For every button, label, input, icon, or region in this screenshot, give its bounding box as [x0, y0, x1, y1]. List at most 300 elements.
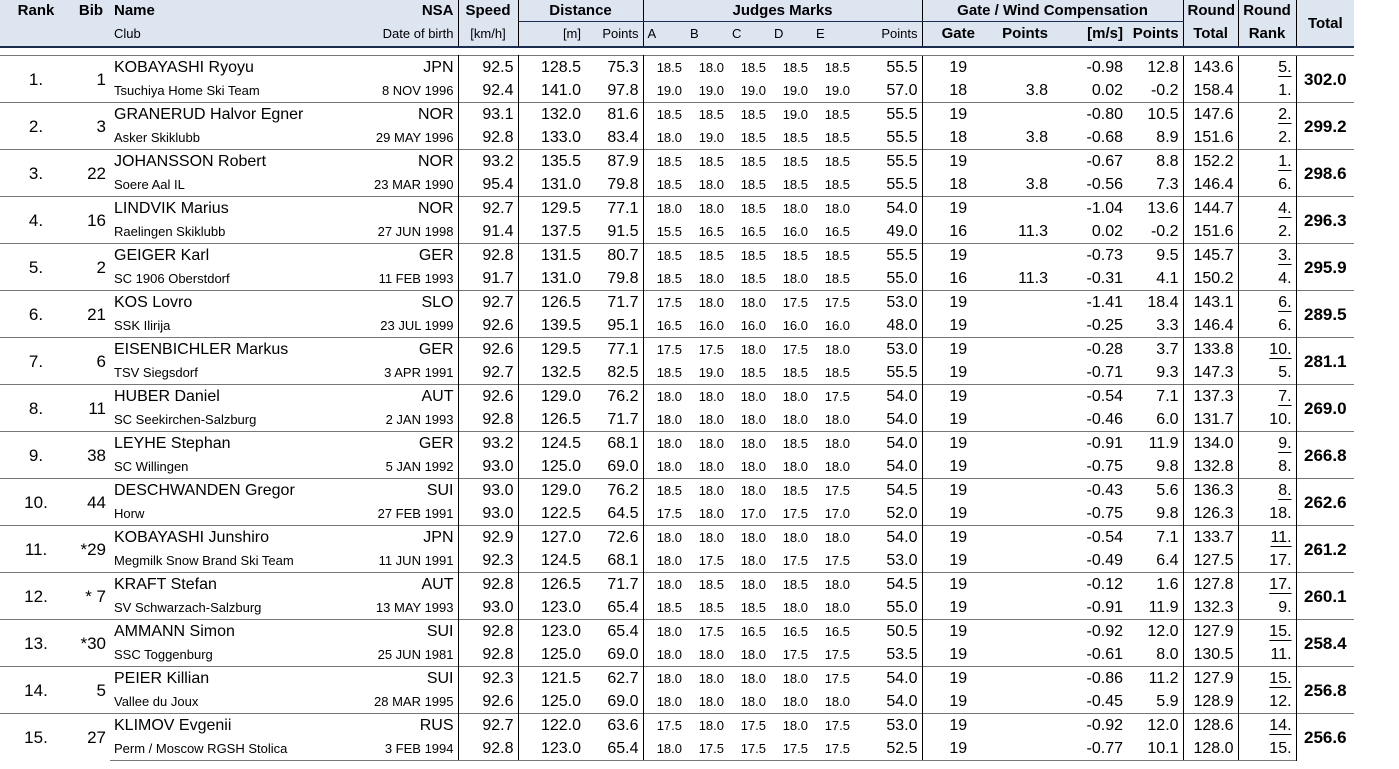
- distance-cell: 121.5: [518, 667, 585, 691]
- round-total-cell: 126.3: [1183, 502, 1238, 526]
- distance-points-cell: 97.8: [585, 79, 643, 103]
- distance-points-cell: 69.0: [585, 690, 643, 714]
- speed-cell: 92.8: [458, 737, 518, 761]
- wind-points-cell: 18.4: [1127, 291, 1183, 315]
- date-of-birth-cell: 11 JUN 1991: [348, 549, 458, 573]
- athlete-name: KOBAYASHI Junshiro: [110, 526, 348, 550]
- wind-points-cell: 6.4: [1156, 552, 1179, 569]
- speed-cell: 93.1: [458, 103, 518, 127]
- wind-points-cell: 13.6: [1127, 197, 1183, 221]
- judge-c-cell: 18.0: [728, 385, 770, 409]
- gate-points-cell: [994, 714, 1052, 738]
- gate-points-cell: [994, 455, 1052, 479]
- total-cell: 289.5: [1296, 291, 1354, 338]
- judge-e-cell: 18.5: [812, 150, 854, 174]
- judge-b-cell: 19.0: [698, 83, 724, 98]
- round-rank-cell: 9.: [1238, 596, 1296, 620]
- nsa-cell: RUS: [348, 714, 458, 738]
- header-round-rank-2: Rank: [1238, 22, 1296, 48]
- distance-points-cell: 65.4: [585, 620, 643, 644]
- wind-cell: -0.68: [1086, 129, 1124, 146]
- distance-points-cell: 71.7: [585, 408, 643, 432]
- date-of-birth-cell: 13 MAY 1993: [348, 596, 458, 620]
- judge-b-cell: 18.5: [686, 150, 728, 174]
- date-of-birth-cell: 3 FEB 1994: [348, 737, 458, 761]
- judges-points-cell: 54.0: [854, 432, 922, 456]
- header-judge-a: A: [643, 22, 686, 48]
- date-of-birth-cell: 5 JAN 1992: [348, 455, 458, 479]
- gate-cell: 19: [922, 455, 994, 479]
- wind-cell: -0.31: [1086, 270, 1124, 287]
- speed-cell: 92.8: [458, 126, 518, 150]
- date-of-birth-cell: 25 JUN 1981: [348, 643, 458, 667]
- judges-points-cell: 54.0: [886, 411, 918, 428]
- wind-points-cell: 8.8: [1127, 150, 1183, 174]
- wind-cell: -0.77: [1052, 737, 1127, 761]
- judge-b-cell: 18.0: [686, 667, 728, 691]
- judge-c-cell: 18.0: [740, 459, 766, 474]
- judge-b-cell: 18.5: [686, 244, 728, 268]
- judge-c-cell: 18.5: [740, 271, 766, 286]
- judge-c-cell: 18.5: [740, 365, 766, 380]
- bib-cell: 21: [72, 291, 110, 338]
- judge-b-cell: 18.5: [686, 103, 728, 127]
- round-rank-cell: 1.: [1238, 150, 1296, 174]
- gate-cell: 18: [922, 173, 994, 197]
- round-rank-cell: 15.: [1238, 737, 1296, 761]
- judge-a-cell: 18.0: [643, 432, 686, 456]
- gate-cell: 16: [922, 220, 994, 244]
- distance-cell: 124.5: [518, 432, 585, 456]
- distance-cell: 123.0: [518, 737, 585, 761]
- round-rank-cell: 10.: [1238, 338, 1296, 362]
- wind-points-cell: 7.1: [1127, 385, 1183, 409]
- header-name: Name: [110, 0, 348, 22]
- judge-c-cell: 18.0: [728, 479, 770, 503]
- distance-cell: 131.0: [540, 176, 581, 193]
- judge-b-cell: 18.0: [698, 506, 724, 521]
- bib-cell: 16: [72, 197, 110, 244]
- judge-c-cell: 18.5: [740, 600, 766, 615]
- header-gate-wind: Gate / Wind Compensation: [922, 0, 1183, 22]
- judges-points-cell: 57.0: [886, 82, 918, 99]
- distance-cell: 126.5: [518, 573, 585, 597]
- round-total-cell: 150.2: [1183, 267, 1238, 291]
- round-total-cell: 128.9: [1183, 690, 1238, 714]
- speed-cell: 93.0: [458, 455, 518, 479]
- gate-cell: 19: [922, 314, 994, 338]
- rank-cell: 3.: [0, 150, 72, 197]
- nsa-cell: JPN: [348, 526, 458, 550]
- judges-points-cell: 48.0: [886, 317, 918, 334]
- speed-cell: 92.4: [458, 79, 518, 103]
- round-rank-cell: 17.: [1238, 549, 1296, 573]
- round-total-cell: 133.8: [1183, 338, 1238, 362]
- judge-a-cell: 18.0: [656, 130, 682, 145]
- table-row: [0, 197, 1399, 221]
- judge-a-cell: 18.0: [643, 573, 686, 597]
- distance-points-cell: 62.7: [585, 667, 643, 691]
- header-gate-points: Points: [994, 22, 1052, 48]
- judge-e-cell: 18.0: [812, 432, 854, 456]
- date-of-birth-cell: 29 MAY 1996: [348, 126, 458, 150]
- total-cell: 298.6: [1296, 150, 1354, 197]
- wind-points-cell: -0.2: [1150, 223, 1179, 240]
- judge-b-cell: 17.5: [686, 737, 728, 761]
- header-round-rank: Round: [1238, 0, 1296, 22]
- judge-b-cell: 18.5: [698, 600, 724, 615]
- gate-points-cell: [994, 479, 1052, 503]
- judge-a-cell: 18.0: [656, 412, 682, 427]
- gate-points-cell: [994, 573, 1052, 597]
- judge-b-cell: 17.5: [686, 338, 728, 362]
- judges-points-cell: 55.0: [886, 599, 918, 616]
- distance-cell: 124.5: [540, 552, 581, 569]
- nsa-cell: SUI: [348, 667, 458, 691]
- distance-points-cell: 68.1: [585, 549, 643, 573]
- judges-points-cell: 54.5: [854, 479, 922, 503]
- nsa-cell: NOR: [348, 103, 458, 127]
- gate-cell: 19: [922, 526, 994, 550]
- nsa-cell: GER: [348, 338, 458, 362]
- wind-cell: -0.91: [1052, 432, 1127, 456]
- distance-cell: 122.5: [540, 505, 581, 522]
- wind-points-cell: 11.9: [1148, 599, 1179, 616]
- athlete-name: PEIER Killian: [110, 667, 348, 691]
- gate-cell: 19: [922, 338, 994, 362]
- judge-a-cell: 18.0: [643, 620, 686, 644]
- wind-cell: -0.43: [1052, 479, 1127, 503]
- round-total-cell: 151.6: [1183, 220, 1238, 244]
- wind-points-cell: 12.0: [1127, 620, 1183, 644]
- judge-b-cell: 18.0: [686, 479, 728, 503]
- header-distance-m: [m]: [518, 22, 585, 48]
- gate-cell: 19: [922, 479, 994, 503]
- judge-d-cell: 18.0: [770, 526, 812, 550]
- nsa-cell: AUT: [348, 573, 458, 597]
- athlete-name: KLIMOV Evgenii: [110, 714, 348, 738]
- distance-cell: 128.5: [518, 56, 585, 80]
- wind-points-cell: 6.0: [1156, 411, 1179, 428]
- wind-points-cell: 11.9: [1127, 432, 1183, 456]
- wind-cell: -0.61: [1086, 646, 1124, 663]
- distance-cell: 129.0: [518, 385, 585, 409]
- judge-a-cell: 18.0: [656, 459, 682, 474]
- distance-points-cell: 83.4: [585, 126, 643, 150]
- judge-d-cell: 18.5: [782, 365, 808, 380]
- round-rank-cell: 2.: [1238, 220, 1296, 244]
- distance-points-cell: 72.6: [585, 526, 643, 550]
- gate-cell: 19: [922, 56, 994, 80]
- round-total-cell: 152.2: [1183, 150, 1238, 174]
- round-rank-cell: 17.: [1238, 573, 1296, 597]
- wind-cell: -0.56: [1086, 176, 1124, 193]
- header-distance: Distance: [518, 0, 643, 22]
- round-rank-cell: 8.: [1238, 479, 1296, 503]
- judge-b-cell: 18.0: [686, 56, 728, 80]
- judge-e-cell: 18.0: [824, 600, 850, 615]
- wind-points-cell: 1.6: [1127, 573, 1183, 597]
- judge-c-cell: 16.5: [728, 620, 770, 644]
- judge-d-cell: 18.5: [770, 244, 812, 268]
- round-total-cell: 132.3: [1183, 596, 1238, 620]
- judge-a-cell: 18.0: [643, 385, 686, 409]
- round-total-cell: 147.3: [1183, 361, 1238, 385]
- wind-cell: -0.98: [1052, 56, 1127, 80]
- judges-points-cell: 54.0: [854, 197, 922, 221]
- distance-cell: 141.0: [540, 82, 581, 99]
- round-total-cell: 132.8: [1183, 455, 1238, 479]
- judge-d-cell: 18.5: [782, 177, 808, 192]
- wind-cell: -0.75: [1086, 505, 1124, 522]
- gate-cell: 19: [922, 197, 994, 221]
- judge-d-cell: 16.0: [782, 318, 808, 333]
- judge-a-cell: 18.0: [643, 526, 686, 550]
- judge-e-cell: 18.5: [812, 56, 854, 80]
- speed-cell: 92.6: [458, 385, 518, 409]
- wind-points-cell: 4.1: [1156, 270, 1179, 287]
- header-dob: Date of birth: [348, 22, 458, 48]
- header-judges-marks: Judges Marks: [643, 0, 922, 22]
- bib-cell: *29: [72, 526, 110, 573]
- gate-cell: 19: [922, 408, 994, 432]
- judge-e-cell: 17.5: [824, 553, 850, 568]
- judges-points-cell: 53.0: [854, 338, 922, 362]
- judge-b-cell: 18.5: [686, 573, 728, 597]
- gate-cell: 16: [922, 267, 994, 291]
- judge-c-cell: 18.5: [728, 197, 770, 221]
- judge-e-cell: 17.0: [824, 506, 850, 521]
- gate-points-cell: [994, 103, 1052, 127]
- judge-b-cell: 18.0: [698, 177, 724, 192]
- round-rank-cell: 7.: [1238, 385, 1296, 409]
- distance-cell: 131.5: [518, 244, 585, 268]
- round-total-cell: 143.6: [1183, 56, 1238, 80]
- judges-points-cell: 53.0: [886, 552, 918, 569]
- judge-b-cell: 18.0: [698, 459, 724, 474]
- table-row-round2: [0, 220, 1399, 244]
- judges-points-cell: 55.5: [854, 150, 922, 174]
- judge-e-cell: 18.5: [812, 244, 854, 268]
- judges-points-cell: 54.0: [886, 458, 918, 475]
- speed-cell: 91.7: [458, 267, 518, 291]
- judge-d-cell: 17.5: [782, 647, 808, 662]
- athlete-name: KRAFT Stefan: [110, 573, 348, 597]
- round-total-cell: 145.7: [1183, 244, 1238, 268]
- table-row: [0, 244, 1399, 268]
- speed-cell: 92.9: [458, 526, 518, 550]
- judge-e-cell: 17.5: [824, 647, 850, 662]
- header-nsa: NSA: [348, 0, 458, 22]
- rank-cell: 6.: [0, 291, 72, 338]
- speed-cell: 92.6: [458, 690, 518, 714]
- judge-d-cell: 18.0: [770, 197, 812, 221]
- date-of-birth-cell: 28 MAR 1995: [348, 690, 458, 714]
- distance-points-cell: 82.5: [585, 361, 643, 385]
- wind-cell: -0.73: [1052, 244, 1127, 268]
- gate-points-cell: [994, 385, 1052, 409]
- round-rank-cell: 2.: [1238, 103, 1296, 127]
- judge-a-cell: 18.5: [643, 244, 686, 268]
- gate-points-cell: [994, 244, 1052, 268]
- judge-c-cell: 18.5: [728, 244, 770, 268]
- header-total: Total: [1296, 0, 1354, 47]
- wind-cell: -0.28: [1052, 338, 1127, 362]
- distance-cell: 135.5: [518, 150, 585, 174]
- wind-cell: 0.02: [1091, 82, 1124, 99]
- round-rank-cell: 2.: [1238, 126, 1296, 150]
- judge-a-cell: 18.5: [643, 103, 686, 127]
- date-of-birth-cell: 27 FEB 1991: [348, 502, 458, 526]
- gate-cell: 19: [922, 596, 994, 620]
- judge-c-cell: 16.5: [740, 224, 766, 239]
- judge-b-cell: 18.0: [698, 694, 724, 709]
- judge-e-cell: 16.0: [824, 318, 850, 333]
- rank-cell: 14.: [0, 667, 72, 714]
- distance-cell: 127.0: [518, 526, 585, 550]
- distance-points-cell: 76.2: [585, 385, 643, 409]
- gate-points-cell: [994, 314, 1052, 338]
- gate-cell: 19: [922, 690, 994, 714]
- judge-d-cell: 16.0: [782, 224, 808, 239]
- judge-a-cell: 18.0: [643, 737, 686, 761]
- distance-cell: 129.5: [518, 338, 585, 362]
- header-speed: Speed: [458, 0, 518, 22]
- header-round-total: Round: [1183, 0, 1238, 22]
- speed-cell: 92.7: [458, 361, 518, 385]
- speed-cell: 92.5: [458, 56, 518, 80]
- judge-e-cell: 16.5: [812, 620, 854, 644]
- rank-cell: 8.: [0, 385, 72, 432]
- club-cell: SSK Ilirija: [114, 318, 171, 333]
- round-total-cell: 151.6: [1183, 126, 1238, 150]
- round-rank-cell: 6.: [1238, 314, 1296, 338]
- round-rank-cell: 14.: [1238, 714, 1296, 738]
- gate-points-cell: 3.8: [1025, 82, 1049, 99]
- table-header: [0, 0, 1399, 47]
- speed-cell: 93.0: [458, 596, 518, 620]
- distance-points-cell: 95.1: [585, 314, 643, 338]
- judge-e-cell: 18.5: [824, 271, 850, 286]
- speed-cell: 93.0: [458, 502, 518, 526]
- round-rank-cell: 15.: [1238, 667, 1296, 691]
- judge-c-cell: 18.0: [728, 432, 770, 456]
- speed-cell: 92.7: [458, 291, 518, 315]
- judge-e-cell: 19.0: [824, 83, 850, 98]
- distance-points-cell: 77.1: [585, 197, 643, 221]
- header-judge-d: D: [770, 22, 812, 48]
- gate-cell: 19: [922, 385, 994, 409]
- wind-points-cell: 3.3: [1156, 317, 1179, 334]
- wind-cell: -0.45: [1086, 693, 1124, 710]
- bib-cell: 27: [72, 714, 110, 761]
- judge-d-cell: 18.0: [782, 694, 808, 709]
- rank-cell: 13.: [0, 620, 72, 667]
- table-body: [0, 47, 1399, 761]
- speed-cell: 93.0: [458, 479, 518, 503]
- wind-cell: -0.75: [1086, 458, 1124, 475]
- round-rank-cell: 12.: [1238, 690, 1296, 714]
- table-row: [0, 714, 1399, 738]
- round-rank-cell: 3.: [1238, 244, 1296, 268]
- speed-cell: 92.8: [458, 244, 518, 268]
- judge-a-cell: 18.5: [656, 177, 682, 192]
- speed-cell: 92.6: [458, 338, 518, 362]
- wind-points-cell: 9.8: [1156, 458, 1179, 475]
- judge-c-cell: 18.5: [740, 177, 766, 192]
- judge-b-cell: 16.0: [698, 318, 724, 333]
- table-row: [0, 385, 1399, 409]
- nsa-cell: SLO: [348, 291, 458, 315]
- judge-b-cell: 19.0: [698, 365, 724, 380]
- round-total-cell: 131.7: [1183, 408, 1238, 432]
- round-rank-cell: 11.: [1238, 643, 1296, 667]
- gate-points-cell: [994, 737, 1052, 761]
- distance-cell: 132.5: [540, 364, 581, 381]
- total-cell: 260.1: [1296, 573, 1354, 620]
- athlete-name: JOHANSSON Robert: [110, 150, 348, 174]
- judge-b-cell: 18.0: [686, 432, 728, 456]
- wind-points-cell: 8.0: [1156, 646, 1179, 663]
- round-total-cell: 128.0: [1183, 737, 1238, 761]
- club-cell: TSV Siegsdorf: [114, 365, 198, 380]
- date-of-birth-cell: 2 JAN 1993: [348, 408, 458, 432]
- judge-e-cell: 17.5: [812, 667, 854, 691]
- total-cell: 256.8: [1296, 667, 1354, 714]
- gate-cell: 19: [922, 361, 994, 385]
- table-row: [0, 291, 1399, 315]
- speed-cell: 91.4: [458, 220, 518, 244]
- judge-d-cell: 18.5: [770, 573, 812, 597]
- round-total-cell: 146.4: [1183, 314, 1238, 338]
- round-total-cell: 127.8: [1183, 573, 1238, 597]
- judge-a-cell: 18.0: [656, 553, 682, 568]
- distance-points-cell: 76.2: [585, 479, 643, 503]
- speed-cell: 93.2: [458, 432, 518, 456]
- gate-points-cell: 3.8: [1025, 176, 1049, 193]
- judge-d-cell: 18.5: [770, 479, 812, 503]
- nsa-cell: GER: [348, 432, 458, 456]
- club-cell: Megmilk Snow Brand Ski Team: [114, 553, 294, 568]
- wind-cell: -0.71: [1086, 364, 1124, 381]
- wind-points-cell: 5.6: [1127, 479, 1183, 503]
- bib-cell: 6: [72, 338, 110, 385]
- header-wind-ms: [m/s]: [1052, 22, 1127, 48]
- judge-d-cell: 18.0: [782, 600, 808, 615]
- wind-cell: -1.41: [1052, 291, 1127, 315]
- date-of-birth-cell: 11 FEB 1993: [348, 267, 458, 291]
- round-rank-cell: 18.: [1238, 502, 1296, 526]
- judge-c-cell: 18.0: [728, 291, 770, 315]
- distance-points-cell: 79.8: [585, 173, 643, 197]
- judge-c-cell: 18.0: [740, 647, 766, 662]
- club-cell: Horw: [114, 506, 145, 521]
- distance-cell: 137.5: [540, 223, 581, 240]
- judge-b-cell: 16.5: [698, 224, 724, 239]
- gate-points-cell: [994, 408, 1052, 432]
- judge-e-cell: 18.0: [812, 338, 854, 362]
- judge-e-cell: 18.5: [812, 103, 854, 127]
- gate-cell: 19: [922, 502, 994, 526]
- round-rank-cell: 10.: [1238, 408, 1296, 432]
- total-cell: 302.0: [1296, 56, 1354, 103]
- round-rank-cell: 5.: [1238, 361, 1296, 385]
- table-row-round2: [0, 502, 1399, 526]
- bib-cell: 11: [72, 385, 110, 432]
- club-cell: Soere Aal IL: [114, 177, 185, 192]
- distance-points-cell: 71.7: [585, 291, 643, 315]
- table-row-round2: [0, 408, 1399, 432]
